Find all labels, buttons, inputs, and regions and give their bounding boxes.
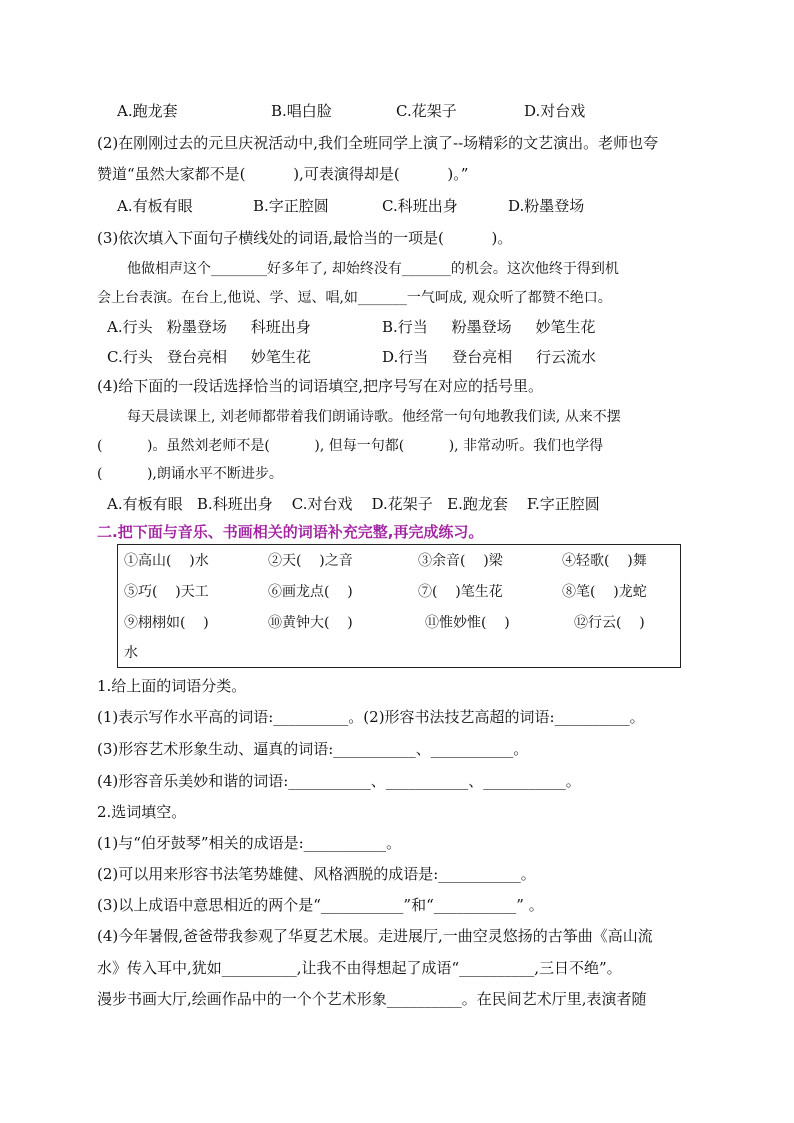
q3-passage-line2: 会上台表演。在台上,他说、学、逗、唱,如_______一气呵成, 观众听了都赞不绝口。 [97,290,612,306]
question-2-line2: 赞道“虽然大家都不是( ),可表演得却是( )。” [97,165,469,183]
exercise-1-item3: (3)形容艺术形象生动、逼真的词语:___________、___________。 [97,740,529,758]
q2-option-d: D.粉墨登场 [508,197,585,215]
idiom-4: ④轻歌( )舞 [562,553,647,569]
idiom-12-tail: 水 [124,645,138,661]
q4-passage-line3: ( ),朗诵水平不断进步。 [97,466,283,482]
exercise-2-item1: (1)与“伯牙鼓琴”相关的成语是:___________。 [97,834,402,852]
q4-passage-line2: ( )。虽然刘老师不是( ), 但每一句都( ), 非常动听。我们也学得 [97,438,604,454]
q2-option-c: C.科班出身 [382,197,458,215]
idiom-7: ⑦( )笔生花 [418,584,503,600]
q3-option-a: A.行头 粉墨登场 科班出身 [107,318,311,336]
option-b: B.唱白脸 [271,102,332,120]
exercise-1-item1: (1)表示写作水平高的词语:__________。(2)形容书法技艺高超的词语:__________。 [97,708,645,726]
option-c: C.花架子 [396,102,457,120]
idiom-box [117,544,681,668]
idiom-1: ①高山( )水 [124,553,209,569]
exercise-2-item4-line1: (4)今年暑假,爸爸带我参观了华夏艺术展。走进展厅,一曲空灵悠扬的古筝曲《高山流 [97,927,653,945]
idiom-8: ⑧笔( )龙蛇 [562,584,647,600]
idiom-11: ⑪惟妙惟( ) [425,615,510,631]
exercise-2-item2: (2)可以用来形容书法笔势雄健、风格洒脱的成语是:___________。 [97,865,536,883]
option-a: A.跑龙套 [117,102,178,120]
q2-option-a: A.有板有眼 [117,197,193,215]
idiom-5: ⑤巧( )天工 [124,584,209,600]
exercise-2-item4-line2: 水》传入耳中,犹如__________,让我不由得想起了成语“__________,三日不绝”。 [97,959,622,977]
idiom-10: ⑩黄钟大( ) [268,615,353,631]
idiom-12: ⑫行云( ) [574,615,645,631]
section-2-title: 二.把下面与音乐、书画相关的词语补充完整,再完成练习。 [97,523,484,541]
exercise-2-title: 2.选词填空。 [97,803,187,821]
idiom-9: ⑨栩栩如( ) [124,615,209,631]
q3-passage-line1: 他做相声这个________好多年了, 却始终没有_______的机会。这次他终于得到机 [127,261,619,277]
option-d: D.对台戏 [524,102,586,120]
q2-option-b: B.字正腔圆 [253,197,329,215]
exercise-2-item4-line3: 漫步书画大厅,绘画作品中的一个个艺术形象__________。在民间艺术厅里,表演者随 [97,990,647,1008]
question-3-line: (3)依次填入下面句子横线处的词语,最恰当的一项是( )。 [97,229,513,247]
idiom-6: ⑥画龙点( ) [268,584,353,600]
exercise-1-item4: (4)形容音乐美妙和谐的词语:___________、___________、___________。 [97,772,581,790]
q3-option-c: C.行头 登台亮相 妙笔生花 [107,348,311,366]
exercise-2-item3: (3)以上成语中意思相近的两个是“___________”和“___________” 。 [97,896,544,914]
q3-option-b: B.行当 粉墨登场 妙笔生花 [382,318,596,336]
q4-options: A.有板有眼 B.科班出身 C.对台戏 D.花架子 E.跑龙套 F.字正腔圆 [107,495,600,513]
question-2-line1: (2)在刚刚过去的元旦庆祝活动中,我们全班同学上演了--场精彩的文艺演出。老师也夸 [97,134,659,152]
q3-option-d: D.行当 登台亮相 行云流水 [382,348,596,366]
idiom-3: ③余音( )梁 [418,553,503,569]
idiom-2: ②天( )之音 [268,553,353,569]
exercise-1-title: 1.给上面的词语分类。 [97,677,247,695]
q4-passage-line1: 每天晨读课上, 刘老师都带着我们朗诵诗歌。他经常一句句地教我们读, 从来不摆 [127,409,621,425]
question-4-line: (4)给下面的一段话选择恰当的词语填空,把序号写在对应的括号里。 [97,377,544,395]
